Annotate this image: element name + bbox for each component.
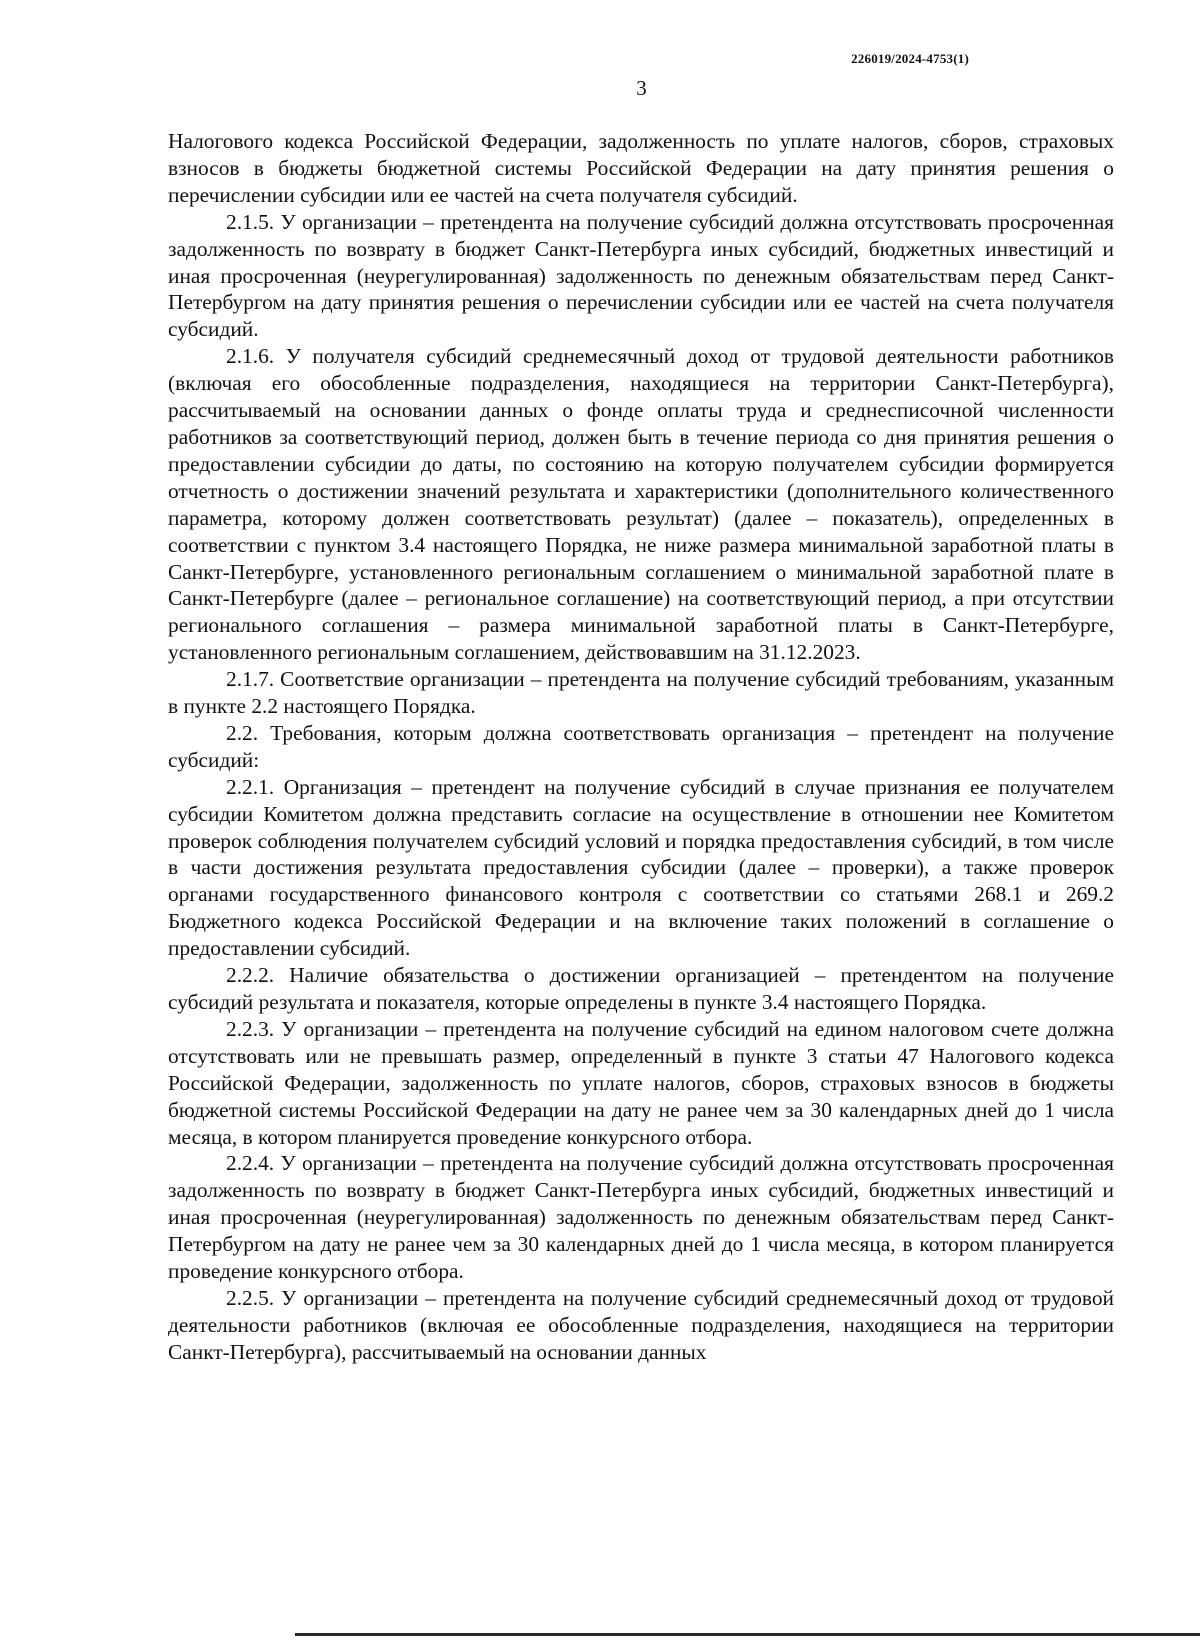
paragraph-2-2-5: 2.2.5. У организации – претендента на получение субсидий среднемесячный доход от трудовой деятельности работников (включая ее обособленные подразделения, находящиеся на территории Санкт-Петербурга), рассчитываемый на основании данных <box>168 1285 1114 1364</box>
paragraph-2-1-5: 2.1.5. У организации – претендента на получение субсидий должна отсутствовать просроченная задолженность по возврату в бюджет Санкт-Петербурга иных субсидий, бюджетных инвестиций и иная просроченная (неурегулированная) задолженность по денежным обязательствам перед Санкт-Петербургом на дату принятия решения о перечислении субсидии или ее частей на счета получателя субсидий. <box>168 209 1114 342</box>
page-number: 3 <box>636 76 647 100</box>
document-body <box>168 128 1114 1366</box>
paragraph-2-2-4: 2.2.4. У организации – претендента на получение субсидий должна отсутствовать просроченная задолженность по возврату в бюджет Санкт-Петербурга иных субсидий, бюджетных инвестиций и иная просроченная (неурегулированная) задолженность по денежным обязательствам перед Санкт-Петербургом на дату не ранее чем за 30 календарных дней до 1 числа месяца, в котором планируется проведение конкурсного отбора. <box>168 1151 1114 1284</box>
doc-number: 226019/2024-4753(1) <box>851 51 969 66</box>
paragraph-2-2: 2.2. Требования, которым должна соответствовать организация – претендент на получение субсидий: <box>168 720 1114 772</box>
paragraph-2-1-6: 2.1.6. У получателя субсидий среднемесячный доход от трудовой деятельности работников (включая его обособленные подразделения, находящиеся на территории Санкт-Петербурга), рассчитываемый на основании данных о фонде оплаты труда и среднесписочной численности работников за соответствующий период, должен быть в течение периода со дня принятия решения о предоставлении субсидии до даты, по состоянию на которую получателем субсидии формируется отчетность о достижении значений результата и характеристики (дополнительного количественного параметра, которому должен соответствовать результат) (далее – показатель), определенных в соответствии с пунктом 3.4 настоящего Порядка, не ниже размера минимальной заработной платы в Санкт-Петербурге, установленного региональным соглашением о минимальной заработной плате в Санкт-Петербурге (далее – региональное соглашение) на соответствующий период, а при отсутствии регионального соглашения – размера минимальной заработной платы в Санкт-Петербурге, установленного региональным соглашением, действовавшим на 31.12.2023. <box>168 344 1114 665</box>
paragraph-2-1-7: 2.1.7. Соответствие организации – претендента на получение субсидий требованиям, указанным в пункте 2.2 настоящего Порядка. <box>168 667 1114 719</box>
paragraph-2-2-3: 2.2.3. У организации – претендента на получение субсидий на едином налоговом счете должна отсутствовать или не превышать размер, определенный в пункте 3 статьи 47 Налогового кодекса Российской Федерации, задолженность по уплате налогов, сборов, страховых взносов в бюджеты бюджетной системы Российской Федерации на дату не ранее чем за 30 календарных дней до 1 числа месяца, в котором планируется проведение конкурсного отбора. <box>168 1016 1114 1149</box>
paragraph-continuation: Налогового кодекса Российской Федерации, задолженность по уплате налогов, сборов, страховых взносов в бюджеты бюджетной системы Российской Федерации на дату принятия решения о перечислении субсидии или ее частей на счета получателя субсидий. <box>168 129 1114 207</box>
paragraph-2-2-1: 2.2.1. Организация – претендент на получение субсидий в случае признания ее получателем субсидии Комитетом должна представить согласие на осуществление в отношении нее Комитетом проверок соблюдения получателем субсидий условий и порядка предоставления субсидий, в том числе в части достижения результата предоставления субсидии (далее – проверки), а также проверок органами государственного финансового контроля с соответствии со статьями 268.1 и 269.2 Бюджетного кодекса Российской Федерации и на включение таких положений в соглашение о предоставлении субсидий. <box>168 774 1114 961</box>
paragraph-2-2-2: 2.2.2. Наличие обязательства о достижении организацией – претендентом на получение субсидий результата и показателя, которые определены в пункте 3.4 настоящего Порядка. <box>168 963 1114 1014</box>
page-bottom-rule <box>295 1633 1200 1636</box>
